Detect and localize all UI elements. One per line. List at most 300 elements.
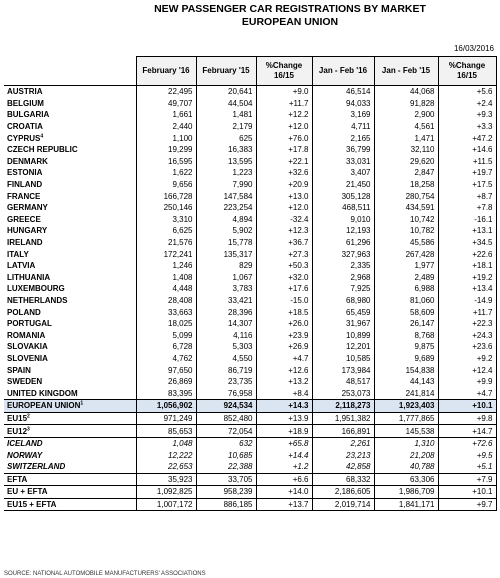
table-row: [4, 353, 496, 365]
table-cell: 29,620: [374, 156, 438, 168]
table-cell: +13.1: [438, 225, 496, 237]
table-cell: +8.4: [256, 387, 312, 399]
market-label: POLAND: [7, 307, 41, 317]
footnote-marker: 1: [80, 400, 84, 407]
table-cell: 2,900: [374, 109, 438, 121]
table-cell: 4,711: [312, 121, 374, 133]
table-cell: +18.5: [256, 306, 312, 318]
table-cell: 1,471: [374, 132, 438, 144]
table-row: [4, 272, 496, 284]
header-col: Jan - Feb '16: [312, 57, 374, 86]
table-cell: 33,663: [136, 306, 196, 318]
title-line-2: EUROPEAN UNION: [241, 16, 339, 28]
table-cell: +13.9: [256, 412, 312, 425]
market-label: LATVIA: [7, 261, 36, 271]
table-cell: 44,143: [374, 376, 438, 388]
table-cell: +22.1: [256, 156, 312, 168]
market-name: [4, 86, 136, 98]
table-cell: +20.9: [256, 179, 312, 191]
report-title: [0, 3, 500, 29]
table-cell: 12,193: [312, 225, 374, 237]
table-row: [4, 248, 496, 260]
table-cell: +32.0: [256, 272, 312, 284]
table-cell: 23,735: [196, 376, 256, 388]
market-name: [4, 461, 136, 473]
table-cell: 468,511: [312, 202, 374, 214]
table-row: [4, 98, 496, 110]
table-cell: +47.2: [438, 132, 496, 144]
table-cell: 327,963: [312, 248, 374, 260]
table-cell: +17.6: [256, 283, 312, 295]
table-cell: 2,165: [312, 132, 374, 144]
table-cell: 68,332: [312, 473, 374, 486]
market-name: [4, 121, 136, 133]
header-col: %Change 16/15: [438, 57, 496, 86]
table-cell: +18.1: [438, 260, 496, 272]
table-cell: +14.7: [438, 425, 496, 438]
table-cell: 4,116: [196, 329, 256, 341]
market-name: [4, 190, 136, 202]
table-row: [4, 341, 496, 353]
market-label: LUXEMBOURG: [7, 284, 65, 294]
table-cell: +11.5: [438, 156, 496, 168]
market-name: [4, 353, 136, 365]
table-cell: 1,007,172: [136, 498, 196, 511]
table-cell: 3,169: [312, 109, 374, 121]
table-cell: -16.1: [438, 214, 496, 226]
table-cell: 1,923,403: [374, 400, 438, 413]
table-cell: +11.7: [438, 306, 496, 318]
table-cell: +12.3: [256, 225, 312, 237]
table-cell: 4,550: [196, 353, 256, 365]
table-cell: 15,778: [196, 237, 256, 249]
table-cell: 5,303: [196, 341, 256, 353]
table-cell: 1,408: [136, 272, 196, 284]
table-cell: 7,990: [196, 179, 256, 191]
table-cell: +9.5: [438, 449, 496, 461]
table-cell: +17.5: [438, 179, 496, 191]
table-cell: 1,977: [374, 260, 438, 272]
market-label: PORTUGAL: [7, 319, 52, 329]
table-cell: 21,450: [312, 179, 374, 191]
table-cell: +22.6: [438, 248, 496, 260]
market-name: [4, 225, 136, 237]
table-cell: +9.9: [438, 376, 496, 388]
table-cell: +1.2: [256, 461, 312, 473]
table-row: [4, 437, 496, 449]
table-cell: 2,118,273: [312, 400, 374, 413]
table-cell: 97,650: [136, 364, 196, 376]
table-cell: 26,147: [374, 318, 438, 330]
table-cell: 42,858: [312, 461, 374, 473]
table-row: [4, 109, 496, 121]
table-cell: +27.3: [256, 248, 312, 260]
table-cell: 2,019,714: [312, 498, 374, 511]
table-cell: 632: [196, 437, 256, 449]
market-name: [4, 412, 136, 425]
table-row: [4, 461, 496, 473]
footnote-marker: 3: [27, 425, 30, 432]
table-cell: 86,719: [196, 364, 256, 376]
market-label: EU12: [7, 426, 28, 436]
table-cell: 2,847: [374, 167, 438, 179]
table-row: [4, 144, 496, 156]
market-label: ESTONIA: [7, 168, 43, 178]
table-cell: 12,201: [312, 341, 374, 353]
table-cell: 6,988: [374, 283, 438, 295]
table-cell: 28,396: [196, 306, 256, 318]
market-label: ITALY: [7, 249, 29, 259]
market-label: GREECE: [7, 214, 41, 224]
market-name: [4, 179, 136, 191]
market-label: NORWAY: [7, 450, 43, 460]
footnote-marker: 2: [27, 413, 30, 420]
table-row: [4, 376, 496, 388]
table-cell: 173,984: [312, 364, 374, 376]
table-cell: 1,056,902: [136, 400, 196, 413]
market-name: [4, 202, 136, 214]
table-cell: -15.0: [256, 295, 312, 307]
table-cell: 1,100: [136, 132, 196, 144]
market-label: EU15 + EFTA: [7, 500, 57, 510]
table-cell: 3,407: [312, 167, 374, 179]
market-label: CROATIA: [7, 122, 43, 132]
table-cell: 166,728: [136, 190, 196, 202]
market-label: CYPRUS: [7, 133, 41, 143]
table-cell: 1,986,709: [374, 486, 438, 499]
table-cell: 1,223: [196, 167, 256, 179]
table-cell: 36,799: [312, 144, 374, 156]
table-cell: +72.6: [438, 437, 496, 449]
table-cell: 21,208: [374, 449, 438, 461]
table-cell: 250,146: [136, 202, 196, 214]
table-cell: 9,689: [374, 353, 438, 365]
header-col: Jan - Feb '15: [374, 57, 438, 86]
table-row: [4, 86, 496, 98]
table-row: [4, 364, 496, 376]
table-cell: 81,060: [374, 295, 438, 307]
table-cell: 31,967: [312, 318, 374, 330]
table-cell: +13.7: [256, 498, 312, 511]
table-cell: 14,307: [196, 318, 256, 330]
table-cell: 61,296: [312, 237, 374, 249]
table-cell: 223,254: [196, 202, 256, 214]
table-cell: 16,383: [196, 144, 256, 156]
table-cell: +14.0: [256, 486, 312, 499]
table-cell: 2,186,605: [312, 486, 374, 499]
table-cell: 10,899: [312, 329, 374, 341]
market-name: [4, 486, 136, 499]
table-cell: -32.4: [256, 214, 312, 226]
market-name: [4, 400, 136, 413]
table-cell: +12.6: [256, 364, 312, 376]
table-cell: 13,595: [196, 156, 256, 168]
table-cell: 172,241: [136, 248, 196, 260]
table-cell: 829: [196, 260, 256, 272]
market-label: ICELAND: [7, 439, 43, 449]
table-cell: 4,448: [136, 283, 196, 295]
table-row: [4, 283, 496, 295]
table-cell: +65.8: [256, 437, 312, 449]
table-row: [4, 190, 496, 202]
table-header-row: [4, 57, 496, 86]
table-cell: 9,656: [136, 179, 196, 191]
market-label: GERMANY: [7, 203, 48, 213]
market-name: [4, 156, 136, 168]
table-row: [4, 473, 496, 486]
table-cell: +17.8: [256, 144, 312, 156]
market-name: [4, 237, 136, 249]
table-cell: 1,622: [136, 167, 196, 179]
table-cell: 94,033: [312, 98, 374, 110]
table-cell: 9,010: [312, 214, 374, 226]
table-row: [4, 179, 496, 191]
market-label: EFTA: [7, 474, 28, 484]
market-label: SWITZERLAND: [7, 462, 66, 472]
table-row: [4, 167, 496, 179]
table-cell: +23.9: [256, 329, 312, 341]
market-name: [4, 272, 136, 284]
table-cell: 166,891: [312, 425, 374, 438]
table-cell: 65,459: [312, 306, 374, 318]
table-cell: 625: [196, 132, 256, 144]
table-cell: 10,742: [374, 214, 438, 226]
table-cell: 20,641: [196, 86, 256, 98]
market-name: [4, 329, 136, 341]
table-cell: 85,653: [136, 425, 196, 438]
header-col: February '16: [136, 57, 196, 86]
market-label: BULGARIA: [7, 110, 50, 120]
table-cell: +8.7: [438, 190, 496, 202]
table-cell: 22,495: [136, 86, 196, 98]
table-body: [4, 86, 496, 511]
table-cell: 852,480: [196, 412, 256, 425]
market-label: AUSTRIA: [7, 87, 43, 97]
market-label: FINLAND: [7, 180, 43, 190]
table-cell: 44,504: [196, 98, 256, 110]
market-label: SLOVENIA: [7, 353, 48, 363]
table-cell: 19,299: [136, 144, 196, 156]
table-cell: 1,092,825: [136, 486, 196, 499]
table-cell: 1,951,382: [312, 412, 374, 425]
table-cell: +6.6: [256, 473, 312, 486]
market-name: [4, 473, 136, 486]
table-cell: 63,306: [374, 473, 438, 486]
market-label: ROMANIA: [7, 330, 46, 340]
table-cell: 1,661: [136, 109, 196, 121]
table-cell: 1,841,171: [374, 498, 438, 511]
table-cell: 28,408: [136, 295, 196, 307]
market-label: BELGIUM: [7, 98, 44, 108]
header-col: %Change 16/15: [256, 57, 312, 86]
table-cell: 1,481: [196, 109, 256, 121]
table-cell: 154,838: [374, 364, 438, 376]
table-row: [4, 202, 496, 214]
table-cell: 241,814: [374, 387, 438, 399]
table-cell: 91,828: [374, 98, 438, 110]
table-cell: +13.2: [256, 376, 312, 388]
table-cell: +10.1: [438, 486, 496, 499]
table-cell: 23,213: [312, 449, 374, 461]
table-cell: 48,517: [312, 376, 374, 388]
table-cell: 10,585: [312, 353, 374, 365]
table-cell: +4.7: [438, 387, 496, 399]
header-col: February '15: [196, 57, 256, 86]
table-cell: 886,185: [196, 498, 256, 511]
market-label: HUNGARY: [7, 226, 48, 236]
table-cell: 2,440: [136, 121, 196, 133]
table-cell: 12,222: [136, 449, 196, 461]
table-cell: 6,625: [136, 225, 196, 237]
table-cell: 1,246: [136, 260, 196, 272]
market-name: [4, 306, 136, 318]
table-cell: 4,894: [196, 214, 256, 226]
source-footnote: SOURCE: NATIONAL AUTOMOBILE MANUFACTURERS' ASSOCIATIONS: [4, 571, 206, 577]
table-cell: +26.9: [256, 341, 312, 353]
table-cell: +18.9: [256, 425, 312, 438]
table-cell: 2,489: [374, 272, 438, 284]
header-empty: [4, 57, 136, 86]
table-cell: 2,335: [312, 260, 374, 272]
table-cell: 1,067: [196, 272, 256, 284]
table-cell: +13.0: [256, 190, 312, 202]
table-cell: 147,584: [196, 190, 256, 202]
table-cell: 21,576: [136, 237, 196, 249]
market-label: EUROPEAN UNION: [7, 401, 81, 411]
table-cell: 3,783: [196, 283, 256, 295]
table-row: [4, 306, 496, 318]
table-cell: 1,310: [374, 437, 438, 449]
table-cell: 267,428: [374, 248, 438, 260]
table-cell: 18,258: [374, 179, 438, 191]
table-cell: 68,980: [312, 295, 374, 307]
table-cell: +9.8: [438, 412, 496, 425]
table-cell: 434,591: [374, 202, 438, 214]
table-row: [4, 260, 496, 272]
table-cell: 22,653: [136, 461, 196, 473]
market-name: [4, 295, 136, 307]
table-cell: +9.0: [256, 86, 312, 98]
table-cell: 76,958: [196, 387, 256, 399]
market-name: [4, 260, 136, 272]
table-cell: 2,968: [312, 272, 374, 284]
market-name: [4, 341, 136, 353]
table-cell: 253,073: [312, 387, 374, 399]
table-cell: +13.4: [438, 283, 496, 295]
table-cell: 33,031: [312, 156, 374, 168]
table-row: [4, 295, 496, 307]
table-cell: 33,705: [196, 473, 256, 486]
footnote-marker: 4: [40, 133, 44, 140]
market-name: [4, 318, 136, 330]
table-cell: 3,310: [136, 214, 196, 226]
market-label: NETHERLANDS: [7, 295, 68, 305]
table-cell: 958,239: [196, 486, 256, 499]
market-name: [4, 425, 136, 438]
title-line-1: NEW PASSENGER CAR REGISTRATIONS BY MARKET: [154, 3, 426, 15]
table-cell: 72,054: [196, 425, 256, 438]
table-cell: +19.2: [438, 272, 496, 284]
table-row: [4, 237, 496, 249]
table-cell: +36.7: [256, 237, 312, 249]
table-cell: 46,514: [312, 86, 374, 98]
table-cell: +12.4: [438, 364, 496, 376]
table-cell: +10.1: [438, 400, 496, 413]
table-row: [4, 214, 496, 226]
market-label: FRANCE: [7, 191, 41, 201]
table-cell: 26,869: [136, 376, 196, 388]
table-cell: 924,534: [196, 400, 256, 413]
table-cell: 10,685: [196, 449, 256, 461]
table-cell: 35,923: [136, 473, 196, 486]
table-cell: +7.8: [438, 202, 496, 214]
table-cell: 5,099: [136, 329, 196, 341]
table-cell: -14.9: [438, 295, 496, 307]
market-label: EU15: [7, 413, 28, 423]
table-cell: +50.3: [256, 260, 312, 272]
report-date: 16/03/2016: [453, 44, 494, 53]
table-row: [4, 132, 496, 144]
table-cell: +4.7: [256, 353, 312, 365]
table-cell: 135,317: [196, 248, 256, 260]
table-row: [4, 412, 496, 425]
table-cell: 5,902: [196, 225, 256, 237]
table-cell: 40,788: [374, 461, 438, 473]
table-cell: +19.7: [438, 167, 496, 179]
market-label: DENMARK: [7, 156, 48, 166]
table-cell: 2,261: [312, 437, 374, 449]
market-name: [4, 109, 136, 121]
table-cell: +3.3: [438, 121, 496, 133]
table-cell: 44,068: [374, 86, 438, 98]
table-cell: +5.6: [438, 86, 496, 98]
market-name: [4, 449, 136, 461]
market-label: SLOVAKIA: [7, 342, 48, 352]
table-cell: +11.7: [256, 98, 312, 110]
table-row: [4, 318, 496, 330]
table-cell: +9.7: [438, 498, 496, 511]
table-cell: +7.9: [438, 473, 496, 486]
table-cell: 6,728: [136, 341, 196, 353]
table-cell: 22,388: [196, 461, 256, 473]
table-cell: 18,025: [136, 318, 196, 330]
table-cell: +2.4: [438, 98, 496, 110]
table-cell: 1,777,865: [374, 412, 438, 425]
market-name: [4, 98, 136, 110]
table-cell: +12.0: [256, 121, 312, 133]
table-cell: 7,925: [312, 283, 374, 295]
table-cell: +76.0: [256, 132, 312, 144]
table-cell: 49,707: [136, 98, 196, 110]
table-cell: 1,048: [136, 437, 196, 449]
table-cell: +34.5: [438, 237, 496, 249]
table-cell: +12.2: [256, 109, 312, 121]
market-label: LITHUANIA: [7, 272, 51, 282]
table-cell: 2,179: [196, 121, 256, 133]
registrations-table: [4, 56, 497, 511]
table-row: [4, 156, 496, 168]
table-cell: 10,782: [374, 225, 438, 237]
table-cell: 45,586: [374, 237, 438, 249]
market-name: [4, 364, 136, 376]
market-label: SWEDEN: [7, 377, 43, 387]
table-cell: 971,249: [136, 412, 196, 425]
market-name: [4, 376, 136, 388]
table-row: [4, 387, 496, 399]
table-row: [4, 400, 496, 413]
table-cell: 280,754: [374, 190, 438, 202]
market-name: [4, 283, 136, 295]
